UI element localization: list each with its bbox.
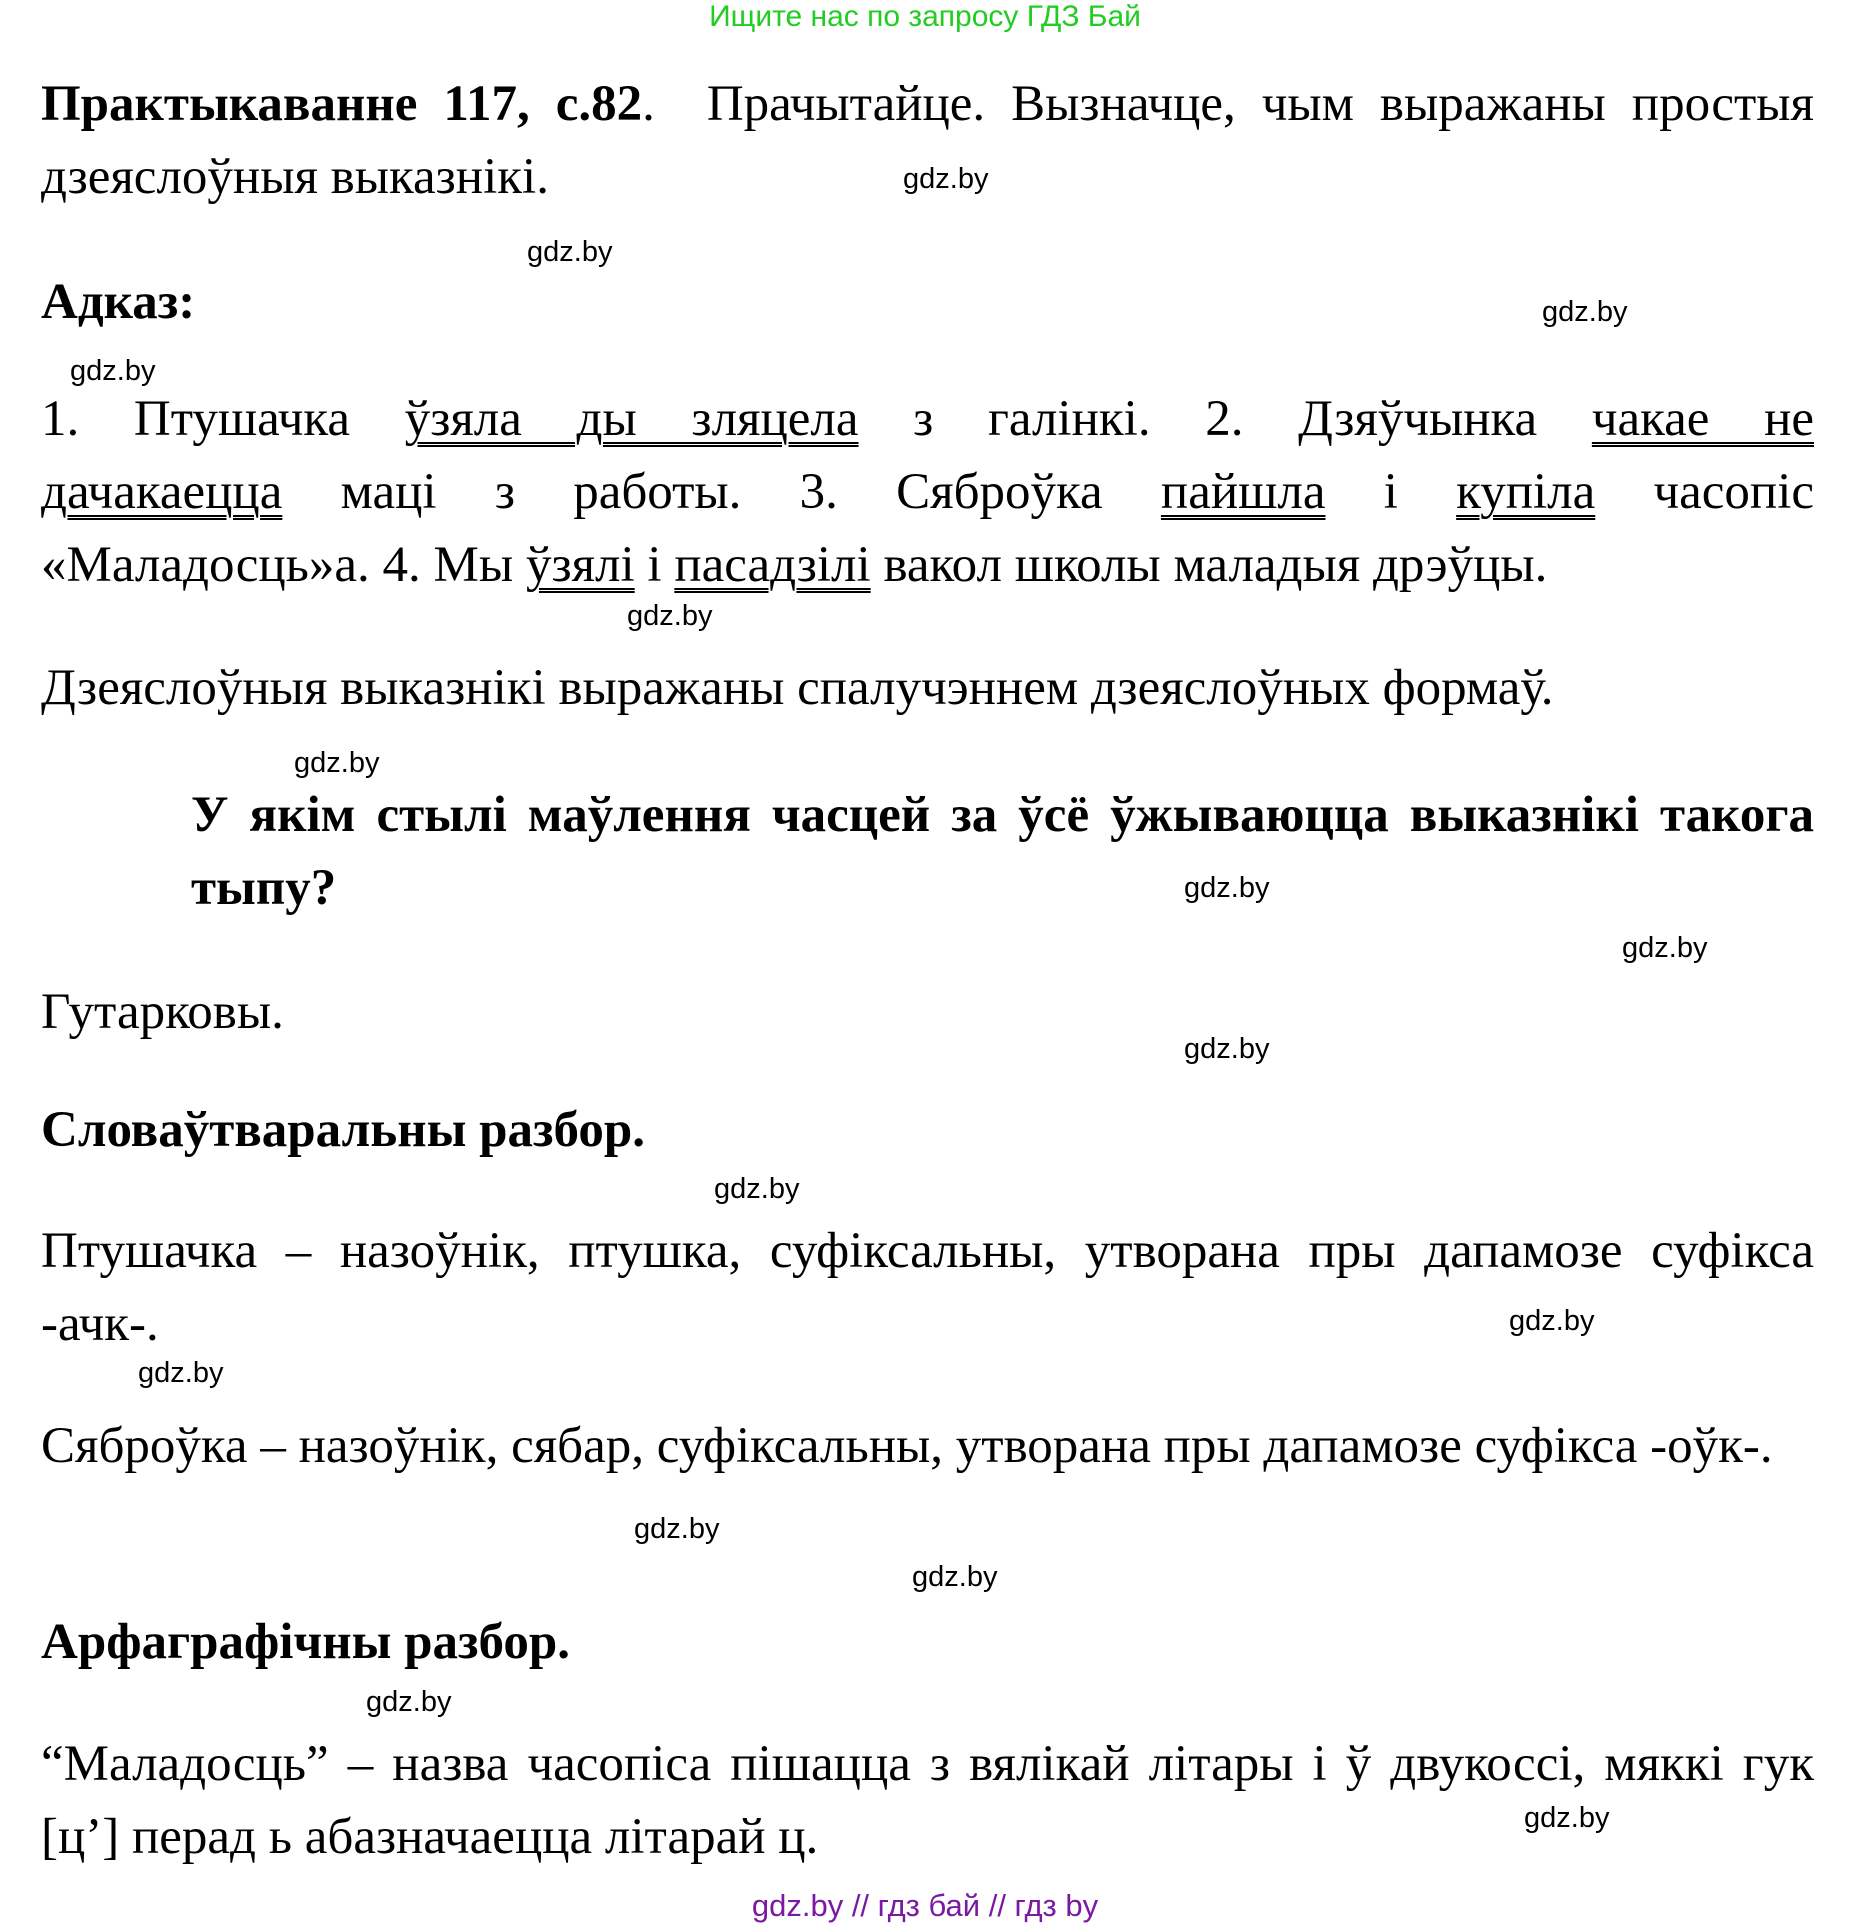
watermark: gdz.by xyxy=(1509,1305,1595,1337)
sentences xyxy=(41,383,1814,602)
word-formation-item-1: Птушачка – назоўнік, птушка, суфіксальны, утворана пры дапамозе суфікса -ачк-. xyxy=(41,1223,1814,1352)
task-prompt: Прачытайце. Вызначце, чым выражаны простыя дзеяслоўныя выказнікі. xyxy=(41,76,1814,205)
task-page: с.82 xyxy=(555,76,643,132)
task-number: Практыкаванне 117, xyxy=(41,76,530,132)
sentence-line-1: 1. Птушачка ўзяла ды зляцела з галінкі. 2. Дзяўчынка чакае не xyxy=(41,391,1815,447)
watermark: gdz.by xyxy=(366,1686,452,1718)
predicate: купіла xyxy=(1456,464,1596,520)
predicate: ўзяла ды зляцела xyxy=(404,391,859,447)
watermark: gdz.by xyxy=(903,163,989,195)
watermark: gdz.by xyxy=(627,600,713,632)
conclusion: Дзеяслоўныя выказнікі выражаны спалучэннем дзеяслоўных формаў. xyxy=(41,660,1554,716)
top-banner: Ищите нас по запросу ГДЗ Бай xyxy=(709,0,1141,33)
predicate: ўзялі xyxy=(525,537,635,593)
footer: gdz.by // гдз бай // гдз by xyxy=(751,1888,1099,1923)
watermark: gdz.by xyxy=(527,236,613,268)
watermark: gdz.by xyxy=(714,1173,800,1205)
word-formation-heading: Словаўтваральны разбор. xyxy=(41,1102,645,1158)
answer-heading: Адказ: xyxy=(41,274,196,330)
watermark: gdz.by xyxy=(1542,296,1628,328)
watermark: gdz.by xyxy=(70,355,156,387)
question: У якім стылі маўлення часцей за ўсё ўжываюцца выказнікі такога тыпу? xyxy=(191,787,1814,916)
word-formation-item-2: Сяброўка – назоўнік, сябар, суфіксальны, утворана пры дапамозе суфікса -оўк-. xyxy=(41,1418,1773,1474)
watermark: gdz.by xyxy=(1622,932,1708,964)
watermark: gdz.by xyxy=(912,1561,998,1593)
predicate: дачакаецца xyxy=(41,464,283,520)
question-answer: Гутарковы. xyxy=(41,984,284,1040)
watermark: gdz.by xyxy=(138,1357,224,1389)
orthography-text: “Маладосць” – назва часопіса пішацца з вялікай літары і ў двукоссі, мяккі гук [ц’] перад ь абазначаецца літарай ц. xyxy=(41,1736,1814,1865)
predicate: чакае не xyxy=(1591,391,1815,447)
watermark: gdz.by xyxy=(1524,1802,1610,1834)
watermark: gdz.by xyxy=(1184,872,1270,904)
watermark: gdz.by xyxy=(294,747,380,779)
sentence-line-3: «Маладосць»а. 4. Мы ўзялі і пасадзілі вакол школы маладыя дрэўцы. xyxy=(41,537,1548,593)
task-dot: . xyxy=(642,76,655,132)
orthography-heading: Арфаграфічны разбор. xyxy=(41,1614,570,1670)
predicate: пайшла xyxy=(1160,464,1326,520)
predicate: пасадзілі xyxy=(674,537,871,593)
sentence-line-2: дачакаецца маці з работы. 3. Сяброўка пайшла і купіла часопіс xyxy=(41,464,1815,520)
watermark: gdz.by xyxy=(1184,1033,1270,1065)
watermark: gdz.by xyxy=(634,1513,720,1545)
